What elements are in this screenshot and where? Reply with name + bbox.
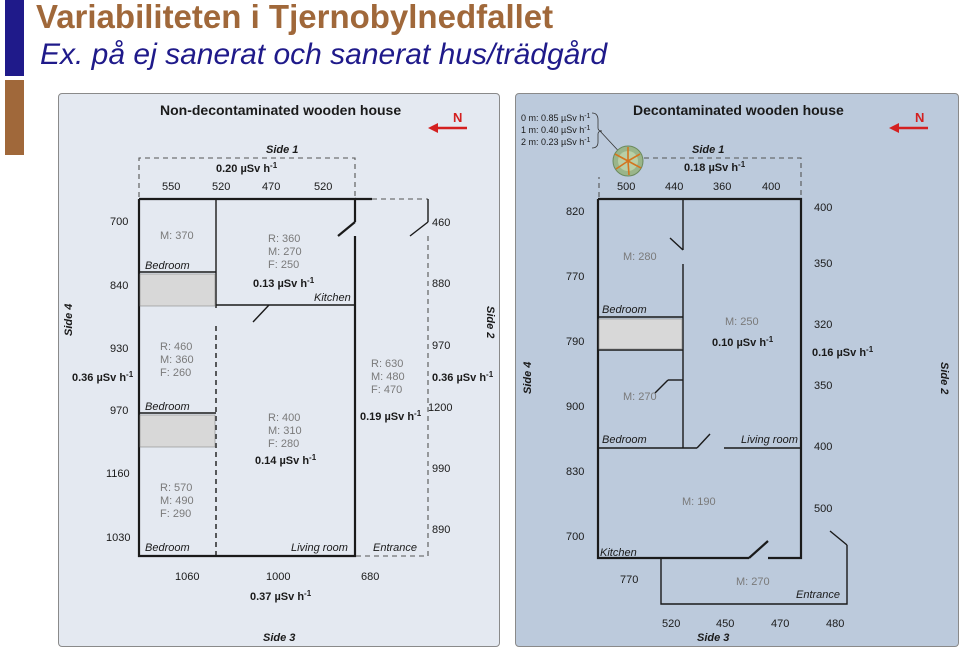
right-side2-val: 400 [814, 441, 833, 453]
left-entrance-m: M: 480 [371, 371, 405, 383]
left-top-val: 520 [314, 181, 333, 193]
left-side3-val: 1060 [175, 571, 200, 583]
left-bedroom3-m: M: 490 [160, 495, 194, 507]
slide-subtitle: Ex. på ej sanerat och sanerat hus/trädgård [40, 38, 608, 71]
left-bedroom1-m: M: 370 [160, 230, 194, 242]
right-door-bedroom1 [670, 238, 683, 250]
left-side2-val: 990 [432, 463, 451, 475]
left-side4-val: 1160 [106, 468, 130, 480]
left-side1-dose: 0.20 µSv $h^{-1}$ [216, 161, 278, 175]
left-living-dose: 0.14 µSv $h^{-1}$ [255, 453, 317, 467]
left-mid-r: R: 460 [160, 341, 193, 353]
left-side2-val: 890 [432, 524, 451, 536]
left-side4-val: 1030 [106, 532, 131, 544]
left-entrance-dose: 0.19 µSv $h^{-1}$ [360, 409, 422, 423]
left-kitchen-dose: 0.13 µSv $h^{-1}$ [253, 276, 315, 290]
left-side2-val: 1200 [428, 402, 453, 414]
left-side3-val: 1000 [266, 571, 291, 583]
right-entrance-door [830, 531, 847, 545]
slide-title: Variabiliteten i Tjernobylnedfallet [36, 0, 554, 35]
left-entrance-f: F: 470 [371, 384, 403, 396]
right-center-dose: 0.10 µSv $h^{-1}$ [712, 335, 774, 349]
left-entrance-door [410, 222, 428, 236]
left-side2-label: Side 2 [484, 306, 496, 339]
right-side2-val: 350 [814, 258, 833, 270]
right-side4-label: Side 4 [522, 361, 534, 394]
right-heading: Decontaminated wooden house [633, 102, 844, 118]
left-side4-val: 840 [110, 280, 129, 292]
left-living-f: F: 280 [268, 438, 300, 450]
right-north-arrowhead-icon [889, 123, 899, 133]
right-side3-val: 480 [826, 618, 845, 630]
right-tree-dose-0: 0 m: 0.85 µSv $h^{-1}$ [521, 113, 591, 123]
right-floor-plan [521, 102, 950, 644]
left-wall-top [139, 199, 355, 222]
left-bedroom3-label: Bedroom [145, 542, 190, 554]
right-side4-val: 830 [566, 466, 585, 478]
left-top-val: 520 [212, 181, 231, 193]
left-living-label: Living room [291, 542, 348, 554]
right-door-bedroom2 [655, 380, 668, 393]
right-side3-val: 520 [662, 618, 681, 630]
right-side4-val: 700 [566, 531, 585, 543]
left-side2-dose: 0.36 µSv $h^{-1}$ [432, 370, 494, 384]
left-side4-val: 930 [110, 343, 129, 355]
left-entrance-label: Entrance [373, 542, 418, 554]
left-floor-plan [63, 102, 496, 644]
left-door-kitchen [253, 305, 269, 322]
right-door-bottom [749, 541, 768, 558]
right-side2-val: 350 [814, 380, 833, 392]
left-north-arrowhead-icon [428, 123, 438, 133]
left-living-m: M: 310 [268, 425, 302, 437]
left-mid-f: F: 260 [160, 367, 192, 379]
right-bedroom1-label: Bedroom [602, 304, 647, 316]
left-bedroom1-label: Bedroom [145, 260, 190, 272]
left-top-val: 470 [262, 181, 281, 193]
right-entrance-m: M: 270 [736, 576, 770, 588]
left-bed1 [140, 274, 215, 306]
right-kitchen-label: Kitchen [600, 547, 637, 559]
left-bedroom2-label: Bedroom [145, 401, 190, 413]
left-entrance-dashed [355, 236, 428, 556]
left-living-r: R: 400 [268, 412, 301, 424]
right-bedroom1-m: M: 280 [623, 251, 657, 263]
left-door-top-right [338, 222, 355, 236]
right-living-label: Living room [741, 434, 798, 446]
left-side2-val: 880 [432, 278, 451, 290]
right-side4-val: 770 [566, 271, 585, 283]
right-entrance-left-val: 770 [620, 574, 639, 586]
left-kitchen-f: F: 250 [268, 259, 300, 271]
right-door-living [697, 434, 710, 448]
left-bedroom3-r: R: 570 [160, 482, 193, 494]
left-side4-dose: 0.36 µSv $h^{-1}$ [72, 370, 134, 384]
left-kitchen-r: R: 360 [268, 233, 301, 245]
right-entrance-label: Entrance [796, 589, 841, 601]
left-kitchen-m: M: 270 [268, 246, 302, 258]
right-side2-val: 500 [814, 503, 833, 515]
left-side4-label: Side 4 [63, 303, 75, 336]
right-top-val: 400 [762, 181, 781, 193]
left-mid-m: M: 360 [160, 354, 194, 366]
right-tree-dose-1: 1 m: 0.40 µSv $h^{-1}$ [521, 125, 591, 135]
right-top-val: 360 [713, 181, 732, 193]
right-top-val: 440 [665, 181, 684, 193]
right-side3-val: 450 [716, 618, 735, 630]
left-entrance-r: R: 630 [371, 358, 404, 370]
right-side2-val: 320 [814, 319, 833, 331]
left-side3-label: Side 3 [263, 632, 296, 644]
left-bed2 [140, 415, 215, 447]
right-bedroom2-m: M: 270 [623, 391, 657, 403]
left-heading: Non-decontaminated wooden house [160, 102, 402, 118]
left-bedroom3-f: F: 290 [160, 508, 192, 520]
right-side4-val: 820 [566, 206, 585, 218]
right-bedroom2-label: Bedroom [602, 434, 647, 446]
right-bed1 [599, 319, 682, 349]
left-side1-label: Side 1 [266, 144, 299, 156]
tree-icon [613, 146, 643, 176]
right-side2-label: Side 2 [938, 362, 950, 395]
right-tree-dose-brace [592, 113, 602, 148]
right-side4-val: 900 [566, 401, 585, 413]
right-wall-main-left [598, 199, 749, 558]
left-side2-val: 460 [432, 217, 451, 229]
left-side3-val: 680 [361, 571, 380, 583]
right-side1-label: Side 1 [692, 144, 725, 156]
left-side2-val: 970 [432, 340, 451, 352]
right-living-m: M: 190 [682, 496, 716, 508]
right-side2-dose: 0.16 µSv $h^{-1}$ [812, 345, 874, 359]
right-center-m: M: 250 [725, 316, 759, 328]
left-side4-val: 970 [110, 405, 129, 417]
right-side1-dose: 0.18 µSv $h^{-1}$ [684, 160, 746, 174]
right-north-label: N [915, 110, 925, 125]
left-side4-val: 700 [110, 216, 129, 228]
right-tree-dose-2: 2 m: 0.23 µSv $h^{-1}$ [521, 137, 591, 147]
left-north-label: N [453, 110, 463, 125]
right-side3-label: Side 3 [697, 632, 730, 644]
left-side3-dose: 0.37 µSv $h^{-1}$ [250, 589, 312, 603]
left-top-val: 550 [162, 181, 181, 193]
right-side3-val: 470 [771, 618, 790, 630]
right-side4-val: 790 [566, 336, 585, 348]
left-kitchen-label: Kitchen [314, 292, 351, 304]
right-side2-val: 400 [814, 202, 833, 214]
right-top-val: 500 [617, 181, 636, 193]
